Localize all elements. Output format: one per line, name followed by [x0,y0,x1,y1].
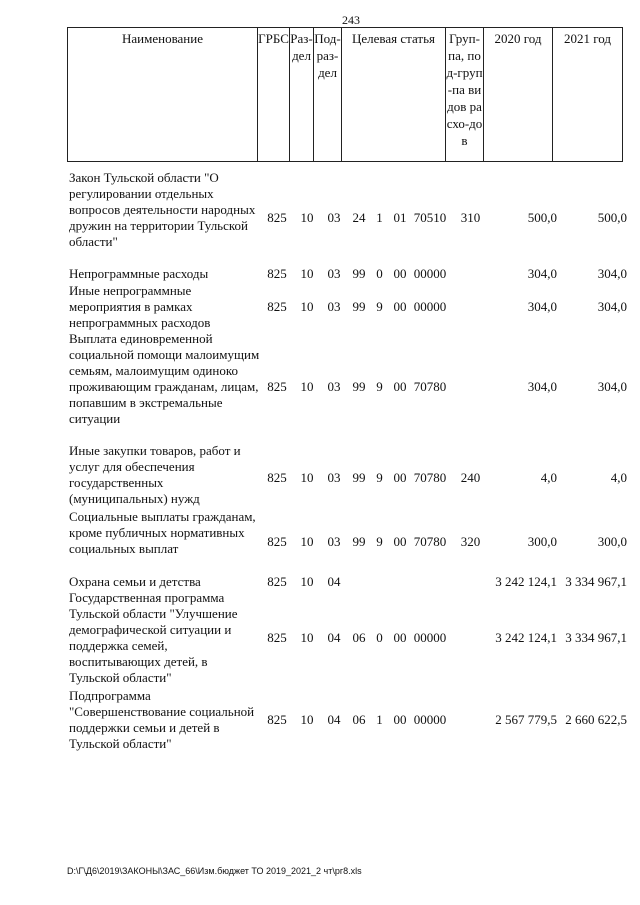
row-target-4: 00000 [413,630,447,645]
row-target-4: 00000 [413,266,447,281]
row-grbs: 825 [267,574,287,589]
row-target-3: 01 [393,210,407,225]
row-target-2: 9 [376,299,383,314]
row-podrazdel: 03 [327,379,341,394]
file-path-footer: D:\Г\Д6\2019\ЗАКОНЫ\ЗАС_66\Изм.бюджет ТО 2019_2021_2 чт\рг8.xls [67,866,362,876]
row-name: Выплата единовременной социальной помощи малоимущим семьям, малоимущим одиноко проживающим гражданам, лицам, попавшим в экстремальные ситуации [69,331,260,426]
row-target-4: 70780 [413,534,447,549]
row-grbs: 825 [267,630,287,645]
row-2020: 304,0 [527,379,557,394]
row-target-3: 00 [393,266,407,281]
row-target-3: 00 [393,534,407,549]
row-target-4: 70510 [413,210,447,225]
row-podrazdel: 04 [327,712,341,727]
row-2020: 304,0 [527,299,557,314]
row-grbs: 825 [267,266,287,281]
row-target-1: 99 [352,534,366,549]
row-2021: 500,0 [597,210,627,225]
row-name: Иные непрограммные мероприятия в рамках непрограммных расходов [69,283,211,330]
row-target-1: 06 [352,630,366,645]
row-target-1: 06 [352,712,366,727]
header-grbs: ГРБС [258,28,290,162]
row-vr: 310 [460,210,481,225]
row-2020: 2 567 779,5 [495,712,557,727]
row-name: Подпрограмма "Совершенствование социальной поддержки семьи и детей в Тульской области" [69,688,255,751]
row-name: Социальные выплаты гражданам, кроме публичных нормативных социальных выплат [69,509,256,556]
row-target-2: 9 [376,470,383,485]
row-2020: 300,0 [527,534,557,549]
row-razdel: 10 [300,266,314,281]
row-target-2: 1 [376,210,383,225]
row-podrazdel: 03 [327,210,341,225]
header-podrazdel: Под-раз-дел [314,28,342,162]
row-2020: 4,0 [540,470,557,485]
row-grbs: 825 [267,210,287,225]
row-razdel: 10 [300,534,314,549]
row-name: Иные закупки товаров, работ и услуг для обеспечения государственных (муниципальных) нужд [69,443,241,506]
header-target: Целевая статья [342,28,446,162]
row-name: Закон Тульской области "О регулировании отдельных вопросов деятельности народных дружин на территории Тульской области" [69,170,256,249]
row-grbs: 825 [267,712,287,727]
row-razdel: 10 [300,379,314,394]
row-target-1: 99 [352,299,366,314]
row-target-1: 99 [352,379,366,394]
row-target-3: 00 [393,299,407,314]
row-target-3: 00 [393,712,407,727]
row-2021: 304,0 [597,299,627,314]
row-podrazdel: 03 [327,534,341,549]
row-2021: 3 334 967,1 [565,630,627,645]
row-razdel: 10 [300,712,314,727]
header-2021: 2021 год [553,28,623,162]
row-podrazdel: 03 [327,299,341,314]
row-2020: 3 242 124,1 [495,630,557,645]
header-razdel: Раз-дел [290,28,314,162]
row-target-4: 70780 [413,470,447,485]
row-target-2: 0 [376,630,383,645]
row-target-4: 00000 [413,299,447,314]
row-name: Непрограммные расходы [69,266,209,281]
row-razdel: 10 [300,299,314,314]
row-grbs: 825 [267,299,287,314]
row-target-2: 9 [376,379,383,394]
row-grbs: 825 [267,470,287,485]
row-target-1: 24 [352,210,366,225]
row-target-1: 99 [352,470,366,485]
row-2021: 2 660 622,5 [565,712,627,727]
row-razdel: 10 [300,630,314,645]
row-razdel: 10 [300,574,314,589]
row-target-4: 00000 [413,712,447,727]
page-number: 243 [342,13,360,27]
row-2020: 304,0 [527,266,557,281]
row-target-3: 00 [393,630,407,645]
row-razdel: 10 [300,210,314,225]
header-name: Наименование [68,28,258,162]
header-2020: 2020 год [484,28,553,162]
row-podrazdel: 03 [327,470,341,485]
row-podrazdel: 04 [327,630,341,645]
row-2021: 4,0 [610,470,627,485]
row-2021: 300,0 [597,534,627,549]
row-razdel: 10 [300,470,314,485]
row-2020: 3 242 124,1 [495,574,557,589]
row-target-2: 0 [376,266,383,281]
row-2020: 500,0 [527,210,557,225]
row-target-4: 70780 [413,379,447,394]
row-target-1: 99 [352,266,366,281]
row-2021: 3 334 967,1 [565,574,627,589]
row-grbs: 825 [267,534,287,549]
row-target-3: 00 [393,379,407,394]
row-2021: 304,0 [597,266,627,281]
row-podrazdel: 04 [327,574,341,589]
row-2021: 304,0 [597,379,627,394]
header-group: Груп-па, под-груп-па видов расхо-дов [446,28,484,162]
row-vr: 240 [460,470,481,485]
row-podrazdel: 03 [327,266,341,281]
row-vr: 320 [460,534,481,549]
row-grbs: 825 [267,379,287,394]
row-target-3: 00 [393,470,407,485]
row-name: Государственная программа Тульской области "Улучшение демографической ситуации и поддержка семей, воспитывающих детей, в Тульской области" [69,590,238,685]
row-target-2: 9 [376,534,383,549]
row-target-2: 1 [376,712,383,727]
row-name: Охрана семьи и детства [69,574,201,589]
